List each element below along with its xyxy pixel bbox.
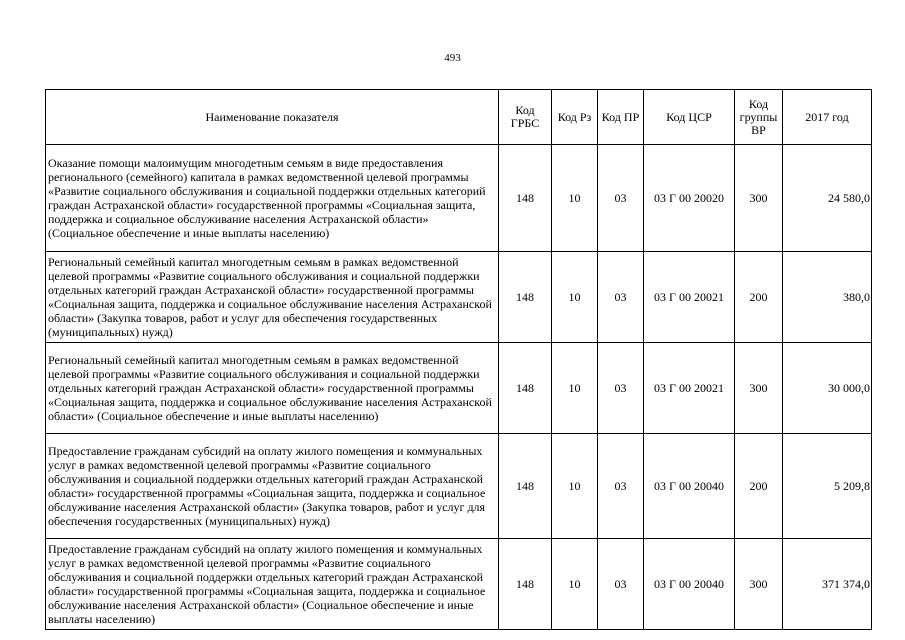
- row-pr: 03: [598, 145, 644, 252]
- row-rz: 10: [552, 434, 598, 539]
- row-name: Региональный семейный капитал многодетным семьям в рамках ведомственной целевой программы «Развитие социального обслуживания и социальной поддержки отдельных категорий граждан Астраханской области» государственной программы «Социальная защита, поддержка и социальное обслуживание населения Астраханской области» (Закупка товаров, работ и услуг для обеспечения государственных (муниципальных) нужд): [46, 252, 499, 343]
- row-csr: 03 Г 00 20040: [644, 434, 735, 539]
- row-vr: 200: [735, 434, 783, 539]
- row-pr: 03: [598, 252, 644, 343]
- header-grbs: Код ГРБС: [499, 90, 552, 145]
- header-year: 2017 год: [783, 90, 872, 145]
- header-name: Наименование показателя: [46, 90, 499, 145]
- row-amount: 24 580,0: [783, 145, 872, 252]
- header-rz: Код Рз: [552, 90, 598, 145]
- table-row: [46, 434, 872, 539]
- table-header-row: [46, 90, 872, 145]
- row-vr: 300: [735, 539, 783, 630]
- row-grbs: 148: [499, 343, 552, 434]
- row-name: Региональный семейный капитал многодетным семьям в рамках ведомственной целевой программы «Развитие социального обслуживания и социальной поддержки отдельных категорий граждан Астраханской области» государственной программы «Социальная защита, поддержка и социальное обслуживание населения Астраханской области» (Социальное обеспечение и иные выплаты населению): [46, 343, 499, 434]
- row-csr: 03 Г 00 20020: [644, 145, 735, 252]
- budget-table: [45, 89, 872, 630]
- row-grbs: 148: [499, 539, 552, 630]
- row-name: Оказание помощи малоимущим многодетным семьям в виде предоставления регионального (семейного) капитала в рамках ведомственной целевой программы «Развитие социального обслуживания и социальной поддержки отдельных категорий граждан Астраханской области» государственной программы «Социальная защита, поддержка и социальное обслуживание населения Астраханской области» (Социальное обеспечение и иные выплаты населению): [46, 145, 499, 252]
- row-amount: 30 000,0: [783, 343, 872, 434]
- row-csr: 03 Г 00 20021: [644, 252, 735, 343]
- table-row: [46, 145, 872, 252]
- row-amount: 5 209,8: [783, 434, 872, 539]
- row-pr: 03: [598, 343, 644, 434]
- row-grbs: 148: [499, 145, 552, 252]
- row-vr: 200: [735, 252, 783, 343]
- table-row: [46, 343, 872, 434]
- row-name: Предоставление гражданам субсидий на оплату жилого помещения и коммунальных услуг в рамках ведомственной целевой программы «Развитие социального обслуживания и социальной поддержки отдельных категорий граждан Астраханской области» государственной программы «Социальная защита, поддержка и социальное обслуживание населения Астраханской области» (Закупка товаров, работ и услуг для обеспечения государственных (муниципальных) нужд): [46, 434, 499, 539]
- row-pr: 03: [598, 539, 644, 630]
- row-vr: 300: [735, 343, 783, 434]
- table-row: [46, 252, 872, 343]
- row-amount: 371 374,0: [783, 539, 872, 630]
- row-pr: 03: [598, 434, 644, 539]
- row-rz: 10: [552, 539, 598, 630]
- header-vr: Код группы ВР: [735, 90, 783, 145]
- row-grbs: 148: [499, 252, 552, 343]
- header-csr: Код ЦСР: [644, 90, 735, 145]
- row-csr: 03 Г 00 20021: [644, 343, 735, 434]
- row-rz: 10: [552, 252, 598, 343]
- row-name: Предоставление гражданам субсидий на оплату жилого помещения и коммунальных услуг в рамках ведомственной целевой программы «Развитие социального обслуживания и социальной поддержки отдельных категорий граждан Астраханской области» государственной программы «Социальная защита, поддержка и социальное обслуживание населения Астраханской области» (Социальное обеспечение и иные выплаты населению): [46, 539, 499, 630]
- row-rz: 10: [552, 145, 598, 252]
- row-amount: 380,0: [783, 252, 872, 343]
- header-pr: Код ПР: [598, 90, 644, 145]
- row-grbs: 148: [499, 434, 552, 539]
- row-vr: 300: [735, 145, 783, 252]
- row-rz: 10: [552, 343, 598, 434]
- row-csr: 03 Г 00 20040: [644, 539, 735, 630]
- table-row: [46, 539, 872, 630]
- page-number: 493: [444, 52, 461, 64]
